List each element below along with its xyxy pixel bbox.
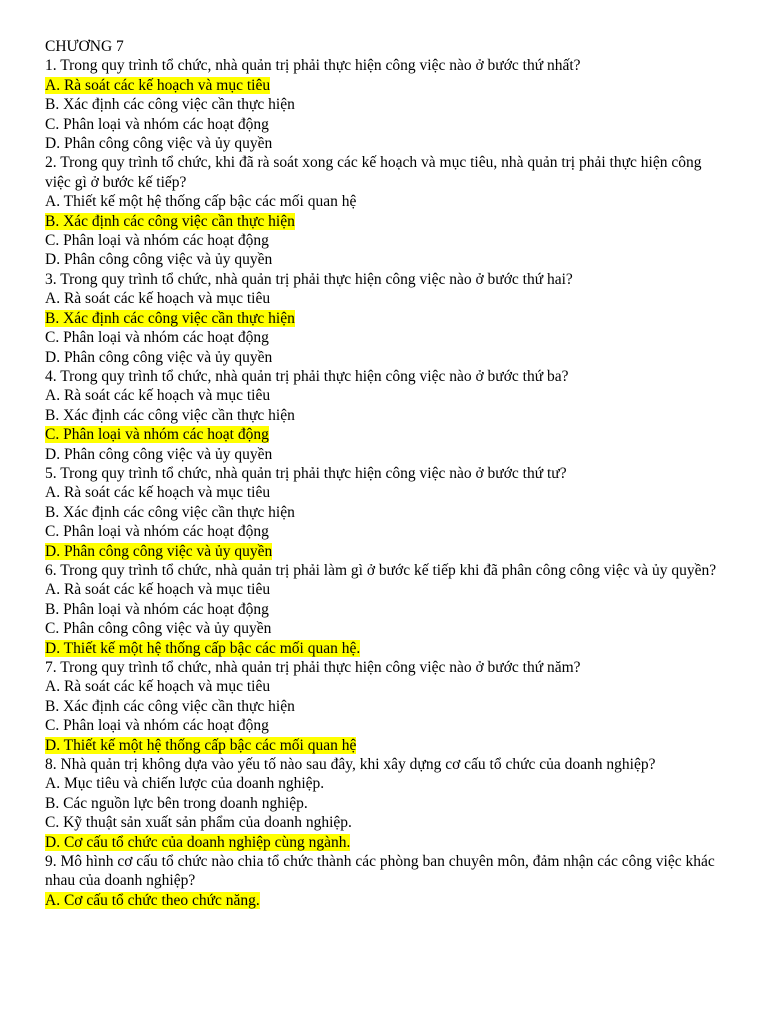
answer-option-highlighted [45,212,725,231]
answer-option-label: B. Các nguồn lực bên trong doanh nghiệp. [45,794,308,812]
answer-option-label: B. Xác định các công việc cần thực hiện [45,406,295,424]
answer-option-highlighted [45,425,725,444]
answer-option-label: A. Rà soát các kế hoạch và mục tiêu [45,678,271,696]
question-block [45,852,725,910]
answer-option-label: A. Rà soát các kế hoạch và mục tiêu [45,290,271,308]
question-text: 2. Trong quy trình tổ chức, khi đã rà soát xong các kế hoạch và mục tiêu, nhà quản trị phải thực hiện công việc gì ở bước kế tiếp? [45,154,702,191]
answer-option-label: D. Phân công công việc và ủy quyền [45,251,273,269]
question-text: 7. Trong quy trình tổ chức, nhà quản trị phải thực hiện công việc nào ở bước thứ năm? [45,659,581,676]
answer-option [45,192,725,211]
answer-option [45,580,725,599]
answer-option-label: A. Rà soát các kế hoạch và mục tiêu [45,387,271,405]
document-page [45,37,725,910]
answer-option-highlighted [45,833,725,852]
answer-option-highlighted [45,736,725,755]
answer-option-label: C. Phân loại và nhóm các hoạt động [45,426,269,444]
answer-option-label: D. Phân công công việc và ủy quyền [45,542,273,560]
answer-option-label: A. Thiết kế một hệ thống cấp bậc các mối quan hệ [45,193,357,211]
answer-option-label: C. Phân loại và nhóm các hoạt động [45,232,269,250]
question-text: 9. Mô hình cơ cấu tổ chức nào chia tổ chức thành các phòng ban chuyên môn, đảm nhận các công việc khác nhau của doanh nghiệp? [45,853,715,890]
answer-option [45,250,725,269]
answer-option [45,348,725,367]
answer-option-highlighted [45,639,725,658]
answer-option-label: B. Xác định các công việc cần thực hiện [45,309,295,327]
question-block [45,755,725,852]
question-text: 3. Trong quy trình tổ chức, nhà quản trị phải thực hiện công việc nào ở bước thứ hai? [45,270,573,288]
answer-option [45,95,725,114]
answer-option-label: B. Xác định các công việc cần thực hiện [45,697,295,715]
answer-option-label: A. Mục tiêu và chiến lược của doanh nghiệp. [45,775,325,793]
answer-option [45,522,725,541]
answer-option [45,328,725,347]
answer-option-label: D. Phân công công việc và ủy quyền [45,135,273,153]
answer-option-highlighted [45,309,725,328]
answer-option [45,600,725,619]
answer-option [45,289,725,308]
question-block [45,270,725,367]
answer-option [45,406,725,425]
answer-option [45,115,725,134]
answer-option [45,483,725,502]
answer-option-label: D. Thiết kế một hệ thống cấp bậc các mối quan hệ. [45,639,361,657]
answer-option-label: C. Kỹ thuật sản xuất sản phẩm của doanh nghiệp. [45,814,352,832]
answer-option-label: C. Phân loại và nhóm các hoạt động [45,329,269,347]
answer-option-label: C. Phân loại và nhóm các hoạt động [45,523,269,541]
answer-option [45,677,725,696]
answer-option [45,774,725,793]
answer-option [45,503,725,522]
question-text: 1. Trong quy trình tổ chức, nhà quản trị phải thực hiện công việc nào ở bước thứ nhất? [45,57,581,75]
chapter-title: CHƯƠNG 7 [45,38,124,55]
answer-option-label: D. Phân công công việc và ủy quyền [45,348,273,366]
question-block [45,56,725,153]
answer-option-label: C. Phân công công việc và ủy quyền [45,620,272,638]
answer-option [45,619,725,638]
answer-option-label: B. Xác định các công việc cần thực hiện [45,503,295,521]
answer-option-label: A. Cơ cấu tổ chức theo chức năng. [45,891,260,909]
answer-option-highlighted [45,542,725,561]
answer-option [45,794,725,813]
answer-option-label: B. Xác định các công việc cần thực hiện [45,96,295,114]
answer-option-label: C. Phân loại và nhóm các hoạt động [45,115,269,133]
question-block [45,464,725,561]
answer-option [45,134,725,153]
answer-option-label: D. Phân công công việc và ủy quyền [45,445,273,463]
answer-option-highlighted [45,76,725,95]
question-block [45,367,725,464]
answer-option-label: C. Phân loại và nhóm các hoạt động [45,717,269,735]
question-text: 5. Trong quy trình tổ chức, nhà quản trị phải thực hiện công việc nào ở bước thứ tư? [45,464,567,482]
answer-option [45,445,725,464]
question-block [45,561,725,658]
answer-option [45,813,725,832]
question-block [45,658,725,755]
question-text: 6. Trong quy trình tổ chức, nhà quản trị phải làm gì ở bước kế tiếp khi đã phân công công việc và ủy quyền? [45,561,717,579]
question-block [45,153,725,269]
answer-option-label: B. Phân loại và nhóm các hoạt động [45,600,269,618]
question-list [45,56,725,910]
answer-option [45,231,725,250]
question-text: 8. Nhà quản trị không dựa vào yếu tố nào sau đây, khi xây dựng cơ cấu tổ chức của doanh nghiệp? [45,756,656,774]
answer-option-highlighted [45,891,725,910]
answer-option-label: D. Cơ cấu tổ chức của doanh nghiệp cùng ngành. [45,833,351,851]
answer-option-label: D. Thiết kế một hệ thống cấp bậc các mối quan hệ [45,736,357,754]
answer-option-label: A. Rà soát các kế hoạch và mục tiêu [45,484,271,502]
answer-option [45,386,725,405]
question-text: 4. Trong quy trình tổ chức, nhà quản trị phải thực hiện công việc nào ở bước thứ ba? [45,367,569,385]
answer-option [45,716,725,735]
answer-option-label: A. Rà soát các kế hoạch và mục tiêu [45,581,271,599]
answer-option-label: A. Rà soát các kế hoạch và mục tiêu [45,76,271,94]
answer-option [45,697,725,716]
answer-option-label: B. Xác định các công việc cần thực hiện [45,212,295,230]
